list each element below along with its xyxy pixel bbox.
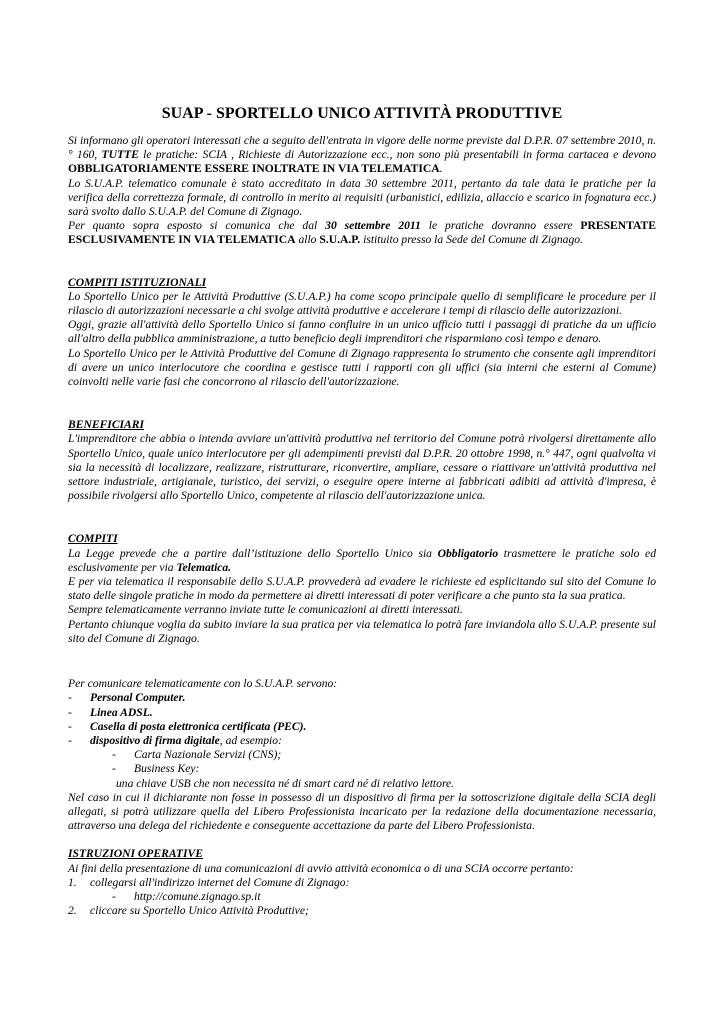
bold-text: OBBLIGATORIAMENTE ESSERE INOLTRATE IN VIA TELEMATICA [68, 162, 440, 176]
list-item: - Business Key: [112, 762, 656, 776]
text: cliccare su Sportello Unico Attività Produttive; [90, 904, 309, 918]
intro-paragraph-2: Lo S.U.A.P. telematico comunale è stato accreditato in data 30 settembre 2011, pertanto da tale data le pratiche per la verifica della correttezza formale, di controllo in merito ai requisiti (urbanistici, edilizia, allaccio e scarico in fognatura ecc.) sarà svolto dallo S.U.A.P. del Comune di Zignago. [68, 176, 656, 219]
list-item [68, 904, 656, 918]
text: istituito presso la Sede del Comune di Zignago. [360, 233, 583, 247]
list-item: - Carta Nazionale Servizi (CNS); [112, 748, 656, 762]
list-item [68, 876, 656, 904]
list-item [68, 720, 656, 734]
step-number: 1. [68, 875, 77, 889]
intro-paragraph-1 [68, 134, 656, 177]
bold-text: Personal Computer. [90, 691, 186, 705]
bold-text: 30 settembre 2011 [325, 219, 421, 233]
text: allo [295, 233, 320, 247]
text: Per quanto sopra esposto si comunica che dal [68, 219, 326, 233]
section-heading-compiti-istituzionali: COMPITI ISTITUZIONALI [68, 275, 207, 289]
business-key-note: una chiave USB che non necessita né di smart card né di relativo lettore. [116, 776, 455, 790]
requisiti-list [68, 691, 656, 776]
bold-text: Linea ADSL. [90, 705, 153, 719]
intro-paragraph-3 [68, 219, 656, 247]
requisiti-intro: Per comunicare telematicamente con lo S.U.A.P. servono: [68, 677, 338, 691]
comune-url-link[interactable]: - http://comune.zignago.sp.it [112, 890, 656, 904]
istruzioni-intro: Ai fini della presentazione di una comunicazioni di avvio attività economica o di una SCIA occorre pertanto: [68, 861, 574, 875]
bold-text: dispositivo di firma digitale [90, 733, 220, 747]
text: , ad esempio: [219, 733, 282, 747]
section-heading-compiti: COMPITI [68, 532, 118, 546]
compiti-istituzionali-paragraph-1: Lo Sportello Unico per le Attività Produttive (S.U.A.P.) ha come scopo principale quello di semplificare le procedure per il rilascio di autorizzazioni necessarie a chi svolge attività produttive e accelerare i tempi di rilascio delle autorizzazioni. [68, 289, 656, 318]
list-item [68, 706, 656, 720]
text: trasmettere le pratiche solo ed esclusivamente per via [68, 546, 656, 574]
section-heading-istruzioni: ISTRUZIONI OPERATIVE [68, 847, 203, 861]
compiti-paragraph-4: Pertanto chiunque voglia da subito inviare la sua pratica per via telematica lo potrà fare inviandola allo S.U.A.P. presente sul sito del Comune di Zignago. [68, 617, 656, 645]
bold-text: Casella di posta elettronica certificata (PEC). [90, 719, 307, 733]
text: Si informano gli operatori interessati che a seguito dell'entrata in vigore delle norme previste dal D.P.R. 07 settembre 2010, n.° 160, [68, 134, 656, 162]
text: collegarsi all'indirizzo internet del Comune di Zignago: [90, 875, 350, 889]
compiti-istituzionali-paragraph-2: Oggi, grazie all'attività dello Sportello Unico si fanno confluire in un unico ufficio tutti i passaggi di pratiche da un ufficio all'altro della pubblica amministrazione, a tutto beneficio degli imprenditori che risparmiano così tempo e denaro. [68, 318, 656, 346]
firma-sublist [90, 748, 656, 776]
istruzioni-steps [68, 876, 656, 919]
requisiti-final-paragraph: Nel caso in cui il dichiarante non fosse in possesso di un dispositivo di firma per la sottoscrizione digitale della SCIA degli allegati, si potrà utilizzare quella del Libero Professionista incaricato per la redazione della documentazione necessaria, attraverso una delega del richiedente e conseguente accettazione da parte del Libero Professionista. [68, 790, 656, 833]
document-page [68, 104, 656, 918]
bold-text: TUTTE [101, 148, 139, 162]
beneficiari-paragraph: L'imprenditore che abbia o intenda avviare un'attività produttiva nel territorio del Comune potrà rivolgersi direttamente allo Sportello Unico, quale unico interlocutore per gli adempimenti previsti dal D.P.R. 20 ottobre 1998, n.° 447, ogni qualvolta vi sia la necessità di localizzare, realizzare, ristrutturare, riconvertire, ampliare, cessare o riattivare un'attività produttiva nel settore industriale, artigianale, turistico, dei servizi, o eseguire opere interne ai fabbricati adibiti ad attività d'impresa, è possibile rivolgersi allo Sportello Unico, competente al rilascio dell'autorizzazione unica. [68, 432, 656, 503]
text: le pratiche dovranno essere [420, 219, 581, 233]
bold-text: Telematica. [176, 560, 232, 574]
url-sublist [90, 890, 656, 904]
text: le pratiche: SCIA , Richieste di Autorizzazione ecc., non sono più presentabili in forma cartacea e devono [138, 148, 656, 162]
step-number: 2. [68, 904, 77, 918]
page-title: SUAP - SPORTELLO UNICO ATTIVITÀ PRODUTTIVE [161, 105, 563, 122]
list-item [68, 691, 656, 705]
compiti-paragraph-3: Sempre telematicamente verranno inviate tutte le comunicazioni ai diretti interessati. [68, 603, 463, 617]
list-item [68, 734, 656, 777]
bold-text: Obbligatorio [437, 546, 499, 560]
text: La Legge prevede che a partire dall’istituzione dello Sportello Unico sia [68, 546, 438, 560]
compiti-paragraph-1 [68, 547, 656, 575]
compiti-istituzionali-paragraph-3: Lo Sportello Unico per le Attività Produttive del Comune di Zignago rappresenta lo strumento che consente agli imprenditori di avere un unico interlocutore che coordina e gestisce tutti i rapporti con gli uffici (sia interni che esterni al Comune) coinvolti nelle varie fasi che concorrono al rilascio dell'autorizzazione. [68, 346, 656, 389]
section-heading-beneficiari: BENEFICIARI [68, 418, 145, 432]
bold-text: PRESENTATE ESCLUSIVAMENTE IN VIA TELEMATICA [68, 219, 656, 247]
bold-text: S.U.A.P. [319, 233, 361, 247]
text: . [439, 162, 443, 176]
compiti-paragraph-2: E per via telematica il responsabile dello S.U.A.P. provvederà ad evadere le richieste ed esplicitando sul sito del Comune lo stato delle singole pratiche in modo da permettere ai diretti interessati di poter verificare a che punto sta la sua pratica. [68, 575, 656, 603]
